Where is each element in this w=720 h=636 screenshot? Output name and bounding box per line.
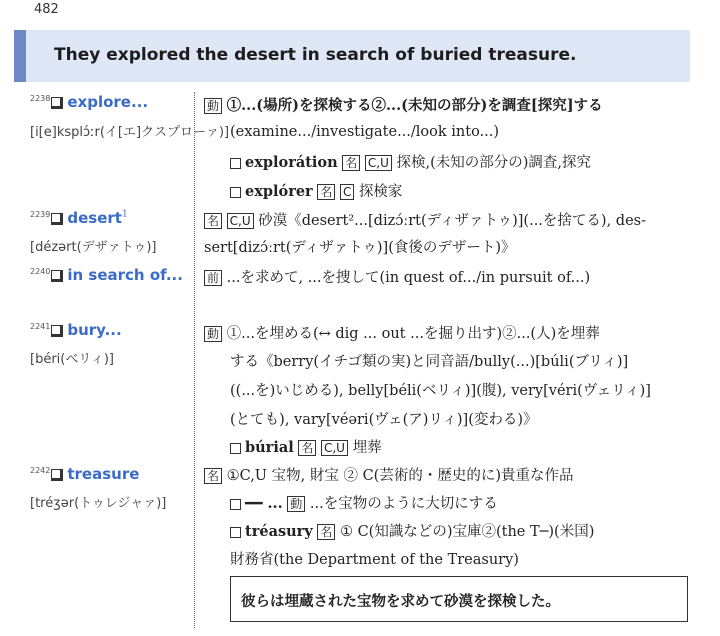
pronunciation: [i[e]ksplɔ́ːr(イ[エ]クスプローァ)]	[30, 125, 230, 140]
definition-text: 探検,(未知の部分の)調査,探究	[396, 155, 592, 171]
derivative-word: explórer	[245, 183, 313, 200]
definition-text: (examine.../investigate.../look into...)	[230, 124, 500, 140]
headword: in search of...	[67, 266, 183, 284]
part-of-speech-badge: 動	[287, 496, 305, 512]
checkbox-icon[interactable]	[230, 527, 241, 538]
entry-headword-in-search-of	[30, 265, 183, 284]
part-of-speech-badge: 動	[204, 98, 222, 114]
definition-line	[230, 124, 499, 140]
headword: desert	[67, 209, 122, 227]
pronunciation: [béri(ベリィ)]	[30, 352, 114, 367]
countability-badge: C,U	[227, 213, 254, 229]
derivative-word: explorátion	[245, 154, 338, 171]
entry-headword-treasure	[30, 464, 139, 483]
definition-text: sert[dizɔ́ːrt(ディザァトゥ)](食後のデザート)》	[204, 240, 516, 256]
pronunciation: [tréʒər(トゥレジャァ)]	[30, 496, 167, 511]
derivative-word: ━━ ...	[245, 495, 283, 512]
checkbox-icon[interactable]	[51, 213, 63, 225]
derivative-line	[230, 436, 382, 457]
checkbox-icon[interactable]	[230, 443, 241, 454]
checkbox-icon[interactable]	[51, 270, 63, 282]
checkbox-icon[interactable]	[51, 325, 63, 337]
derivative-word: tréasury	[245, 523, 313, 540]
countability-badge: C	[340, 184, 354, 200]
definition-text: (とても), vary[véəri(ヴェ(ア)リィ)](変わる)》	[230, 412, 538, 428]
definition-text: 埋葬	[352, 440, 382, 456]
checkbox-icon[interactable]	[230, 187, 241, 198]
banner-sentence: They explored the desert in search of buried treasure.	[54, 45, 577, 65]
headword: treasure	[67, 465, 140, 483]
countability-badge: C,U	[321, 440, 348, 456]
definition-line	[204, 322, 600, 343]
entry-number: 2241	[30, 322, 51, 331]
part-of-speech-badge: 名	[342, 155, 360, 171]
definition-line	[230, 379, 651, 400]
translation-box	[230, 576, 688, 622]
definition-text: する《berry(イチゴ類の実)と同音語/bully(...)[búli(ブリィ)]	[230, 354, 629, 370]
example-sentence-banner	[14, 30, 690, 82]
part-of-speech-badge: 名	[204, 468, 222, 484]
definition-text: ①C,U 宝物, 財宝 ② C(芸術的・歴史的に)貴重な作品	[226, 468, 574, 484]
derivative-line	[230, 492, 498, 513]
entry-number: 2242	[30, 466, 51, 475]
derivative-line	[230, 180, 402, 201]
derivative-word: búrial	[245, 439, 294, 456]
definition-line	[230, 350, 628, 371]
entry-number: 2238	[30, 94, 51, 103]
definition-line	[204, 236, 516, 257]
entry-headword-bury	[30, 320, 122, 339]
entry-headword-explore	[30, 92, 148, 111]
definition-text: 財務省(the Department of the Treasury)	[230, 552, 519, 568]
definition-text: ①...を埋める(↔ dig ... out ...を掘り出す)②...(人)を埋葬	[226, 326, 600, 342]
entry-headword-desert	[30, 208, 128, 227]
banner-accent-bar	[14, 30, 26, 82]
headword: bury...	[67, 321, 122, 339]
derivative-line	[230, 520, 594, 541]
part-of-speech-badge: 名	[317, 184, 335, 200]
definition-line	[230, 408, 538, 429]
checkbox-icon[interactable]	[51, 97, 63, 109]
checkbox-icon[interactable]	[51, 469, 63, 481]
definition-line	[204, 266, 590, 287]
page-number: 482	[34, 2, 59, 17]
pronunciation: [dézərt(デザァトゥ)]	[30, 240, 157, 255]
countability-badge: C,U	[365, 155, 392, 171]
definition-text: ①...(場所)を探検する②...(未知の部分)を調査[探究]する	[226, 97, 603, 114]
part-of-speech-badge: 名	[317, 524, 335, 540]
entry-number: 2239	[30, 210, 51, 219]
definition-line	[204, 209, 646, 230]
part-of-speech-badge: 名	[298, 440, 316, 456]
checkbox-icon[interactable]	[230, 158, 241, 169]
column-divider	[194, 92, 195, 628]
definition-text: 探検家	[358, 184, 403, 200]
definition-text: 砂漠《desert²...[dizɔ́ːrt(ディザァトゥ)](...を捨てる), des-	[258, 213, 646, 229]
part-of-speech-badge: 動	[204, 326, 222, 342]
translation-text: 彼らは埋蔵された宝物を求めて砂漠を探検した。	[241, 594, 560, 610]
part-of-speech-badge: 前	[204, 270, 222, 286]
definition-line	[204, 464, 573, 485]
definition-text: ① C(知識などの)宝庫②(the T─)(米国)	[339, 524, 595, 540]
definition-text: ...を宝物のように大切にする	[309, 496, 498, 512]
definition-text: ...を求めて, ...を捜して(in quest of.../in pursuit of...)	[226, 270, 591, 286]
headword: explore...	[67, 93, 149, 111]
entry-number: 2240	[30, 267, 51, 276]
definition-line	[230, 548, 519, 569]
definition-text: ((...を)いじめる), belly[béli(ベリィ)](腹), very[véri(ヴェリィ)]	[230, 383, 651, 399]
homograph-number: 1	[121, 209, 128, 220]
derivative-line	[230, 151, 591, 172]
definition-line	[204, 94, 603, 115]
part-of-speech-badge: 名	[204, 213, 222, 229]
checkbox-icon[interactable]	[230, 499, 241, 510]
